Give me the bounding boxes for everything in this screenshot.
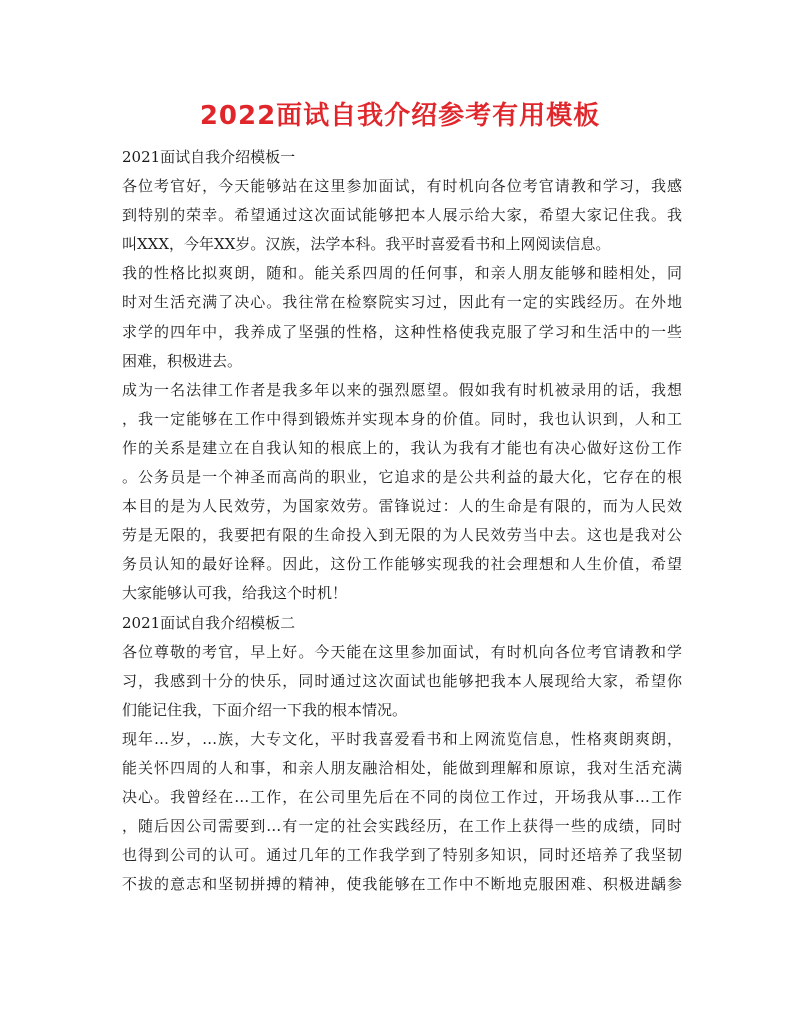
text-line: ，我一定能够在工作中得到锻炼并实现本身的价值。同时，我也认识到，人和工	[122, 409, 682, 428]
text-line: 本目的是为人民效劳，为国家效劳。雷锋说过：人的生命是有限的，而为人民效	[122, 497, 682, 516]
text-line: 决心。我曾经在…工作，在公司里先后在不同的岗位工作过，开场我从事…工作	[122, 788, 682, 807]
section-heading: 2021面试自我介绍模板二	[122, 613, 296, 632]
text-line: 也得到公司的认可。通过几年的工作我学到了特别多知识，同时还培养了我坚韧	[122, 846, 682, 865]
text-line: 务员认知的最好诠释。因此，这份工作能够实现我的社会理想和人生价值，希望	[122, 555, 682, 574]
text-line: 到特别的荣幸。希望通过这次面试能够把本人展示给大家，希望大家记住我。我	[122, 206, 682, 225]
text-line: 能关怀四周的人和事，和亲人朋友融洽相处，能做到理解和原谅，我对生活充满	[122, 758, 682, 777]
text-line: 。公务员是一个神圣而高尚的职业，它追求的是公共利益的最大化，它存在的根	[122, 468, 682, 487]
text-line: 不拔的意志和坚韧拼搏的精神，使我能够在工作中不断地克服困难、积极进龋参	[122, 875, 682, 894]
text-line: 各位尊敬的考官，早上好。今天能在这里参加面试，有时机向各位考官请教和学	[122, 642, 682, 661]
text-line: 们能记住我，下面介绍一下我的根本情况。	[122, 700, 408, 719]
text-line: 大家能够认可我，给我这个时机！	[122, 584, 348, 603]
text-line: 我的性格比拟爽朗，随和。能关系四周的任何事，和亲人朋友能够和睦相处，同	[122, 264, 682, 283]
text-line: 现年…岁，…族，大专文化，平时我喜爱看书和上网流览信息，性格爽朗爽朗，	[122, 729, 682, 748]
text-line: ，随后因公司需要到…有一定的社会实践经历，在工作上获得一些的成绩，同时	[122, 817, 682, 836]
text-line: 作的关系是建立在自我认知的根底上的，我认为我有才能也有决心做好这份工作	[122, 438, 682, 457]
text-line: 习，我感到十分的快乐，同时通过这次面试也能够把我本人展现给大家，希望你	[122, 671, 682, 690]
text-line: 求学的四年中，我养成了坚强的性格，这种性格使我克服了学习和生活中的一些	[122, 322, 682, 341]
text-line: 各位考官好，今天能够站在这里参加面试，有时机向各位考官请教和学习，我感	[122, 177, 682, 196]
text-line: 时对生活充满了决心。我往常在检察院实习过，因此有一定的实践经历。在外地	[122, 293, 682, 312]
text-line: 成为一名法律工作者是我多年以来的强烈愿望。假如我有时机被录用的话，我想	[122, 380, 682, 399]
text-line: 困难，积极进去。	[122, 351, 243, 370]
text-line: 劳是无限的，我要把有限的生命投入到无限的为人民效劳当中去。这也是我对公	[122, 526, 682, 545]
document-title: 2022面试自我介绍参考有用模板	[199, 101, 601, 131]
section-heading: 2021面试自我介绍模板一	[122, 148, 296, 166]
document-body	[122, 143, 682, 899]
text-line: 叫XXX，今年XX岁。汉族，法学本科。我平时喜爱看书和上网阅读信息。	[122, 235, 611, 254]
